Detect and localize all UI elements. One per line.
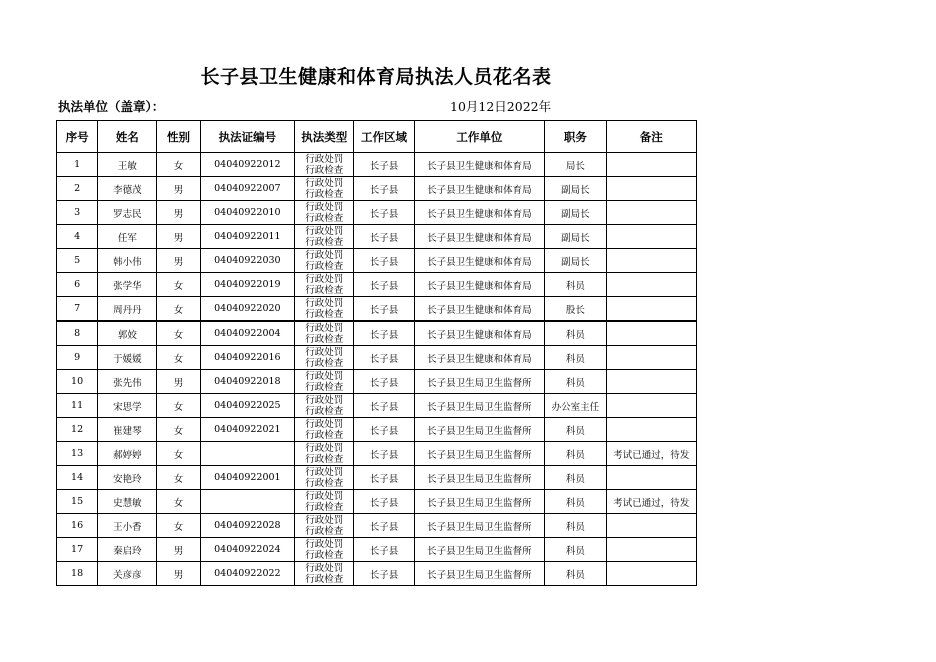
cert-number-cell: 04040922018 (200, 370, 294, 394)
gender-cell: 女 (157, 297, 200, 322)
row-number-cell: 5 (57, 249, 98, 273)
enforcement-type-line: 行政检查 (305, 477, 344, 489)
person-name-cell: 任军 (98, 225, 157, 249)
enforcement-type-line: 行政检查 (305, 308, 344, 320)
row-number-cell: 3 (57, 201, 98, 225)
enforcement-type-cell (295, 225, 354, 249)
enforcement-type-line: 行政检查 (305, 453, 344, 465)
cert-number-cell: 04040922028 (200, 514, 294, 538)
cert-number-cell: 04040922010 (200, 201, 294, 225)
table-row (57, 225, 697, 249)
gender-cell: 女 (157, 346, 200, 370)
work-area-cell: 长子县 (354, 442, 414, 466)
enforcement-type-line: 行政检查 (305, 212, 344, 224)
enforcement-type-cell (295, 442, 354, 466)
enforcement-type-line: 行政检查 (305, 357, 344, 369)
work-area-cell: 长子县 (354, 370, 414, 394)
work-unit-cell: 长子县卫生局卫生监督所 (414, 562, 545, 586)
cert-number-cell: 04040922019 (200, 273, 294, 297)
work-unit-cell: 长子县卫生健康和体育局 (414, 321, 545, 346)
work-unit-cell: 长子县卫生局卫生监督所 (414, 418, 545, 442)
work-unit-cell: 长子县卫生局卫生监督所 (414, 394, 545, 418)
enforcement-type-cell (295, 177, 354, 201)
enforcement-type-cell (295, 538, 354, 562)
post-cell: 科员 (545, 514, 606, 538)
enforcement-type-line: 行政处罚 (305, 225, 344, 237)
enforcement-type-line: 行政处罚 (305, 370, 344, 382)
cert-number-cell: 04040922022 (200, 562, 294, 586)
enforcement-type-cell (295, 201, 354, 225)
cert-number-cell: 04040922025 (200, 394, 294, 418)
person-name-cell: 王敏 (98, 153, 157, 177)
work-unit-cell: 长子县卫生局卫生监督所 (414, 466, 545, 490)
remark-cell (606, 153, 696, 177)
post-cell: 副局长 (545, 225, 606, 249)
enforcement-type-cell (295, 321, 354, 346)
row-number-cell: 16 (57, 514, 98, 538)
person-name-cell: 史慧敏 (98, 490, 157, 514)
header-name: 姓名 (98, 121, 157, 153)
row-number-cell: 2 (57, 177, 98, 201)
post-cell: 科员 (545, 442, 606, 466)
work-area-cell: 长子县 (354, 273, 414, 297)
work-area-cell: 长子县 (354, 225, 414, 249)
roster-table (56, 120, 697, 586)
enforcement-type-line: 行政处罚 (305, 562, 344, 574)
enforcement-type-cell (295, 249, 354, 273)
enforcement-type-line: 行政处罚 (305, 249, 344, 261)
header-remark: 备注 (606, 121, 696, 153)
work-unit-cell: 长子县卫生健康和体育局 (414, 201, 545, 225)
post-cell: 局长 (545, 153, 606, 177)
enforcement-type-cell (295, 466, 354, 490)
work-area-cell: 长子县 (354, 466, 414, 490)
work-unit-cell: 长子县卫生局卫生监督所 (414, 514, 545, 538)
remark-cell (606, 321, 696, 346)
enforcement-type-line: 行政检查 (305, 188, 344, 200)
gender-cell: 男 (157, 201, 200, 225)
table-row (57, 466, 697, 490)
enforcement-type-cell (295, 418, 354, 442)
post-cell: 科员 (545, 273, 606, 297)
remark-cell (606, 346, 696, 370)
person-name-cell: 王小香 (98, 514, 157, 538)
work-area-cell: 长子县 (354, 321, 414, 346)
enforcement-type-line: 行政处罚 (305, 394, 344, 406)
gender-cell: 女 (157, 273, 200, 297)
gender-cell: 女 (157, 321, 200, 346)
remark-cell (606, 418, 696, 442)
gender-cell: 女 (157, 442, 200, 466)
table-row (57, 153, 697, 177)
table-row (57, 177, 697, 201)
work-area-cell: 长子县 (354, 538, 414, 562)
enforcement-type-cell (295, 297, 354, 322)
post-cell: 科员 (545, 346, 606, 370)
table-row (57, 201, 697, 225)
person-name-cell: 秦启玲 (98, 538, 157, 562)
remark-cell (606, 201, 696, 225)
table-row (57, 442, 697, 466)
cert-number-cell: 04040922012 (200, 153, 294, 177)
post-cell: 科员 (545, 370, 606, 394)
enforcement-type-cell (295, 273, 354, 297)
person-name-cell: 安艳玲 (98, 466, 157, 490)
remark-cell (606, 562, 696, 586)
cert-number-cell: 04040922007 (200, 177, 294, 201)
enforcement-type-line: 行政检查 (305, 284, 344, 296)
table-row (57, 249, 697, 273)
remark-cell: 考试已通过，待发 (606, 490, 696, 514)
work-area-cell: 长子县 (354, 153, 414, 177)
enforcement-type-line: 行政处罚 (305, 538, 344, 550)
cert-number-cell: 04040922011 (200, 225, 294, 249)
gender-cell: 男 (157, 370, 200, 394)
row-number-cell: 12 (57, 418, 98, 442)
table-row (57, 273, 697, 297)
enforcement-type-line: 行政处罚 (305, 273, 344, 285)
enforcement-unit-label: 执法单位（盖章）： (58, 99, 165, 114)
table-row (57, 514, 697, 538)
work-area-cell: 长子县 (354, 249, 414, 273)
enforcement-type-line: 行政处罚 (305, 514, 344, 526)
enforcement-type-line: 行政处罚 (305, 466, 344, 478)
enforcement-type-line: 行政检查 (305, 501, 344, 513)
work-unit-cell: 长子县卫生健康和体育局 (414, 297, 545, 322)
post-cell: 副局长 (545, 177, 606, 201)
cert-number-cell: 04040922004 (200, 321, 294, 346)
work-unit-cell: 长子县卫生健康和体育局 (414, 346, 545, 370)
enforcement-type-line: 行政处罚 (305, 442, 344, 454)
person-name-cell: 崔建琴 (98, 418, 157, 442)
enforcement-type-line: 行政检查 (305, 405, 344, 417)
header-enforcement-type: 执法类型 (295, 121, 354, 153)
gender-cell: 女 (157, 153, 200, 177)
remark-cell (606, 249, 696, 273)
work-unit-cell: 长子县卫生健康和体育局 (414, 153, 545, 177)
remark-cell (606, 466, 696, 490)
remark-cell (606, 297, 696, 322)
person-name-cell: 韩小伟 (98, 249, 157, 273)
person-name-cell: 张先伟 (98, 370, 157, 394)
work-unit-cell: 长子县卫生健康和体育局 (414, 273, 545, 297)
post-cell: 科员 (545, 418, 606, 442)
person-name-cell: 宋思学 (98, 394, 157, 418)
work-area-cell: 长子县 (354, 346, 414, 370)
person-name-cell: 周丹丹 (98, 297, 157, 322)
post-cell: 科员 (545, 538, 606, 562)
row-number-cell: 17 (57, 538, 98, 562)
cert-number-cell: 04040922021 (200, 418, 294, 442)
enforcement-type-line: 行政处罚 (305, 346, 344, 358)
gender-cell: 男 (157, 562, 200, 586)
person-name-cell: 张学华 (98, 273, 157, 297)
work-area-cell: 长子县 (354, 490, 414, 514)
document-date: 10月12日2022年 (450, 99, 552, 114)
enforcement-type-line: 行政处罚 (305, 418, 344, 430)
remark-cell (606, 177, 696, 201)
remark-cell (606, 514, 696, 538)
enforcement-type-cell (295, 153, 354, 177)
cert-number-cell (200, 442, 294, 466)
table-row (57, 490, 697, 514)
post-cell: 科员 (545, 321, 606, 346)
enforcement-type-cell (295, 394, 354, 418)
post-cell: 科员 (545, 562, 606, 586)
enforcement-type-line: 行政处罚 (305, 177, 344, 189)
enforcement-type-line: 行政检查 (305, 525, 344, 537)
work-unit-cell: 长子县卫生健康和体育局 (414, 249, 545, 273)
remark-cell (606, 273, 696, 297)
gender-cell: 男 (157, 225, 200, 249)
gender-cell: 男 (157, 177, 200, 201)
work-unit-cell: 长子县卫生局卫生监督所 (414, 370, 545, 394)
enforcement-type-line: 行政检查 (305, 381, 344, 393)
row-number-cell: 9 (57, 346, 98, 370)
work-area-cell: 长子县 (354, 562, 414, 586)
row-number-cell: 10 (57, 370, 98, 394)
cert-number-cell: 04040922001 (200, 466, 294, 490)
row-number-cell: 4 (57, 225, 98, 249)
enforcement-type-line: 行政检查 (305, 333, 344, 345)
table-row (57, 370, 697, 394)
enforcement-type-line: 行政检查 (305, 573, 344, 585)
cert-number-cell: 04040922020 (200, 297, 294, 322)
remark-cell (606, 538, 696, 562)
enforcement-type-line: 行政检查 (305, 236, 344, 248)
work-unit-cell: 长子县卫生健康和体育局 (414, 225, 545, 249)
work-area-cell: 长子县 (354, 514, 414, 538)
row-number-cell: 6 (57, 273, 98, 297)
enforcement-type-line: 行政处罚 (305, 201, 344, 213)
enforcement-type-line: 行政处罚 (305, 490, 344, 502)
person-name-cell: 罗志民 (98, 201, 157, 225)
gender-cell: 女 (157, 466, 200, 490)
work-area-cell: 长子县 (354, 177, 414, 201)
row-number-cell: 1 (57, 153, 98, 177)
work-unit-cell: 长子县卫生局卫生监督所 (414, 538, 545, 562)
post-cell: 股长 (545, 297, 606, 322)
post-cell: 副局长 (545, 249, 606, 273)
enforcement-type-cell (295, 562, 354, 586)
row-number-cell: 18 (57, 562, 98, 586)
person-name-cell: 郭姣 (98, 321, 157, 346)
enforcement-type-cell (295, 514, 354, 538)
work-area-cell: 长子县 (354, 394, 414, 418)
enforcement-type-line: 行政检查 (305, 164, 344, 176)
post-cell: 办公室主任 (545, 394, 606, 418)
enforcement-type-cell (295, 490, 354, 514)
header-post: 职务 (545, 121, 606, 153)
gender-cell: 女 (157, 514, 200, 538)
table-row (57, 297, 697, 322)
cert-number-cell (200, 490, 294, 514)
table-row (57, 562, 697, 586)
person-name-cell: 李德茂 (98, 177, 157, 201)
header-no: 序号 (57, 121, 98, 153)
work-area-cell: 长子县 (354, 418, 414, 442)
cert-number-cell: 04040922030 (200, 249, 294, 273)
cert-number-cell: 04040922024 (200, 538, 294, 562)
work-area-cell: 长子县 (354, 297, 414, 322)
enforcement-type-line: 行政检查 (305, 260, 344, 272)
row-number-cell: 11 (57, 394, 98, 418)
gender-cell: 男 (157, 249, 200, 273)
enforcement-type-line: 行政检查 (305, 429, 344, 441)
post-cell: 科员 (545, 490, 606, 514)
header-cert-number: 执法证编号 (200, 121, 294, 153)
header-gender: 性别 (157, 121, 200, 153)
work-unit-cell: 长子县卫生健康和体育局 (414, 177, 545, 201)
enforcement-type-line: 行政处罚 (305, 297, 344, 309)
person-name-cell: 关彦彦 (98, 562, 157, 586)
enforcement-type-line: 行政处罚 (305, 153, 344, 165)
remark-cell (606, 394, 696, 418)
work-unit-cell: 长子县卫生局卫生监督所 (414, 442, 545, 466)
table-row (57, 346, 697, 370)
remark-cell: 考试已通过，待发 (606, 442, 696, 466)
header-work-unit: 工作单位 (414, 121, 545, 153)
table-header-row (57, 121, 697, 153)
row-number-cell: 8 (57, 321, 98, 346)
remark-cell (606, 370, 696, 394)
person-name-cell: 郝婷婷 (98, 442, 157, 466)
row-number-cell: 15 (57, 490, 98, 514)
row-number-cell: 13 (57, 442, 98, 466)
post-cell: 科员 (545, 466, 606, 490)
header-work-area: 工作区域 (354, 121, 414, 153)
page-title: 长子县卫生健康和体育局执法人员花名表 (200, 66, 552, 88)
roster-table-body (57, 153, 697, 586)
work-unit-cell: 长子县卫生局卫生监督所 (414, 490, 545, 514)
row-number-cell: 7 (57, 297, 98, 322)
enforcement-type-line: 行政检查 (305, 549, 344, 561)
row-number-cell: 14 (57, 466, 98, 490)
enforcement-type-line: 行政处罚 (305, 322, 344, 334)
enforcement-type-cell (295, 370, 354, 394)
post-cell: 副局长 (545, 201, 606, 225)
table-row (57, 321, 697, 346)
enforcement-type-cell (295, 346, 354, 370)
cert-number-cell: 04040922016 (200, 346, 294, 370)
remark-cell (606, 225, 696, 249)
gender-cell: 女 (157, 394, 200, 418)
person-name-cell: 于媛媛 (98, 346, 157, 370)
gender-cell: 男 (157, 538, 200, 562)
work-area-cell: 长子县 (354, 201, 414, 225)
table-row (57, 538, 697, 562)
gender-cell: 女 (157, 490, 200, 514)
table-row (57, 418, 697, 442)
gender-cell: 女 (157, 418, 200, 442)
table-row (57, 394, 697, 418)
